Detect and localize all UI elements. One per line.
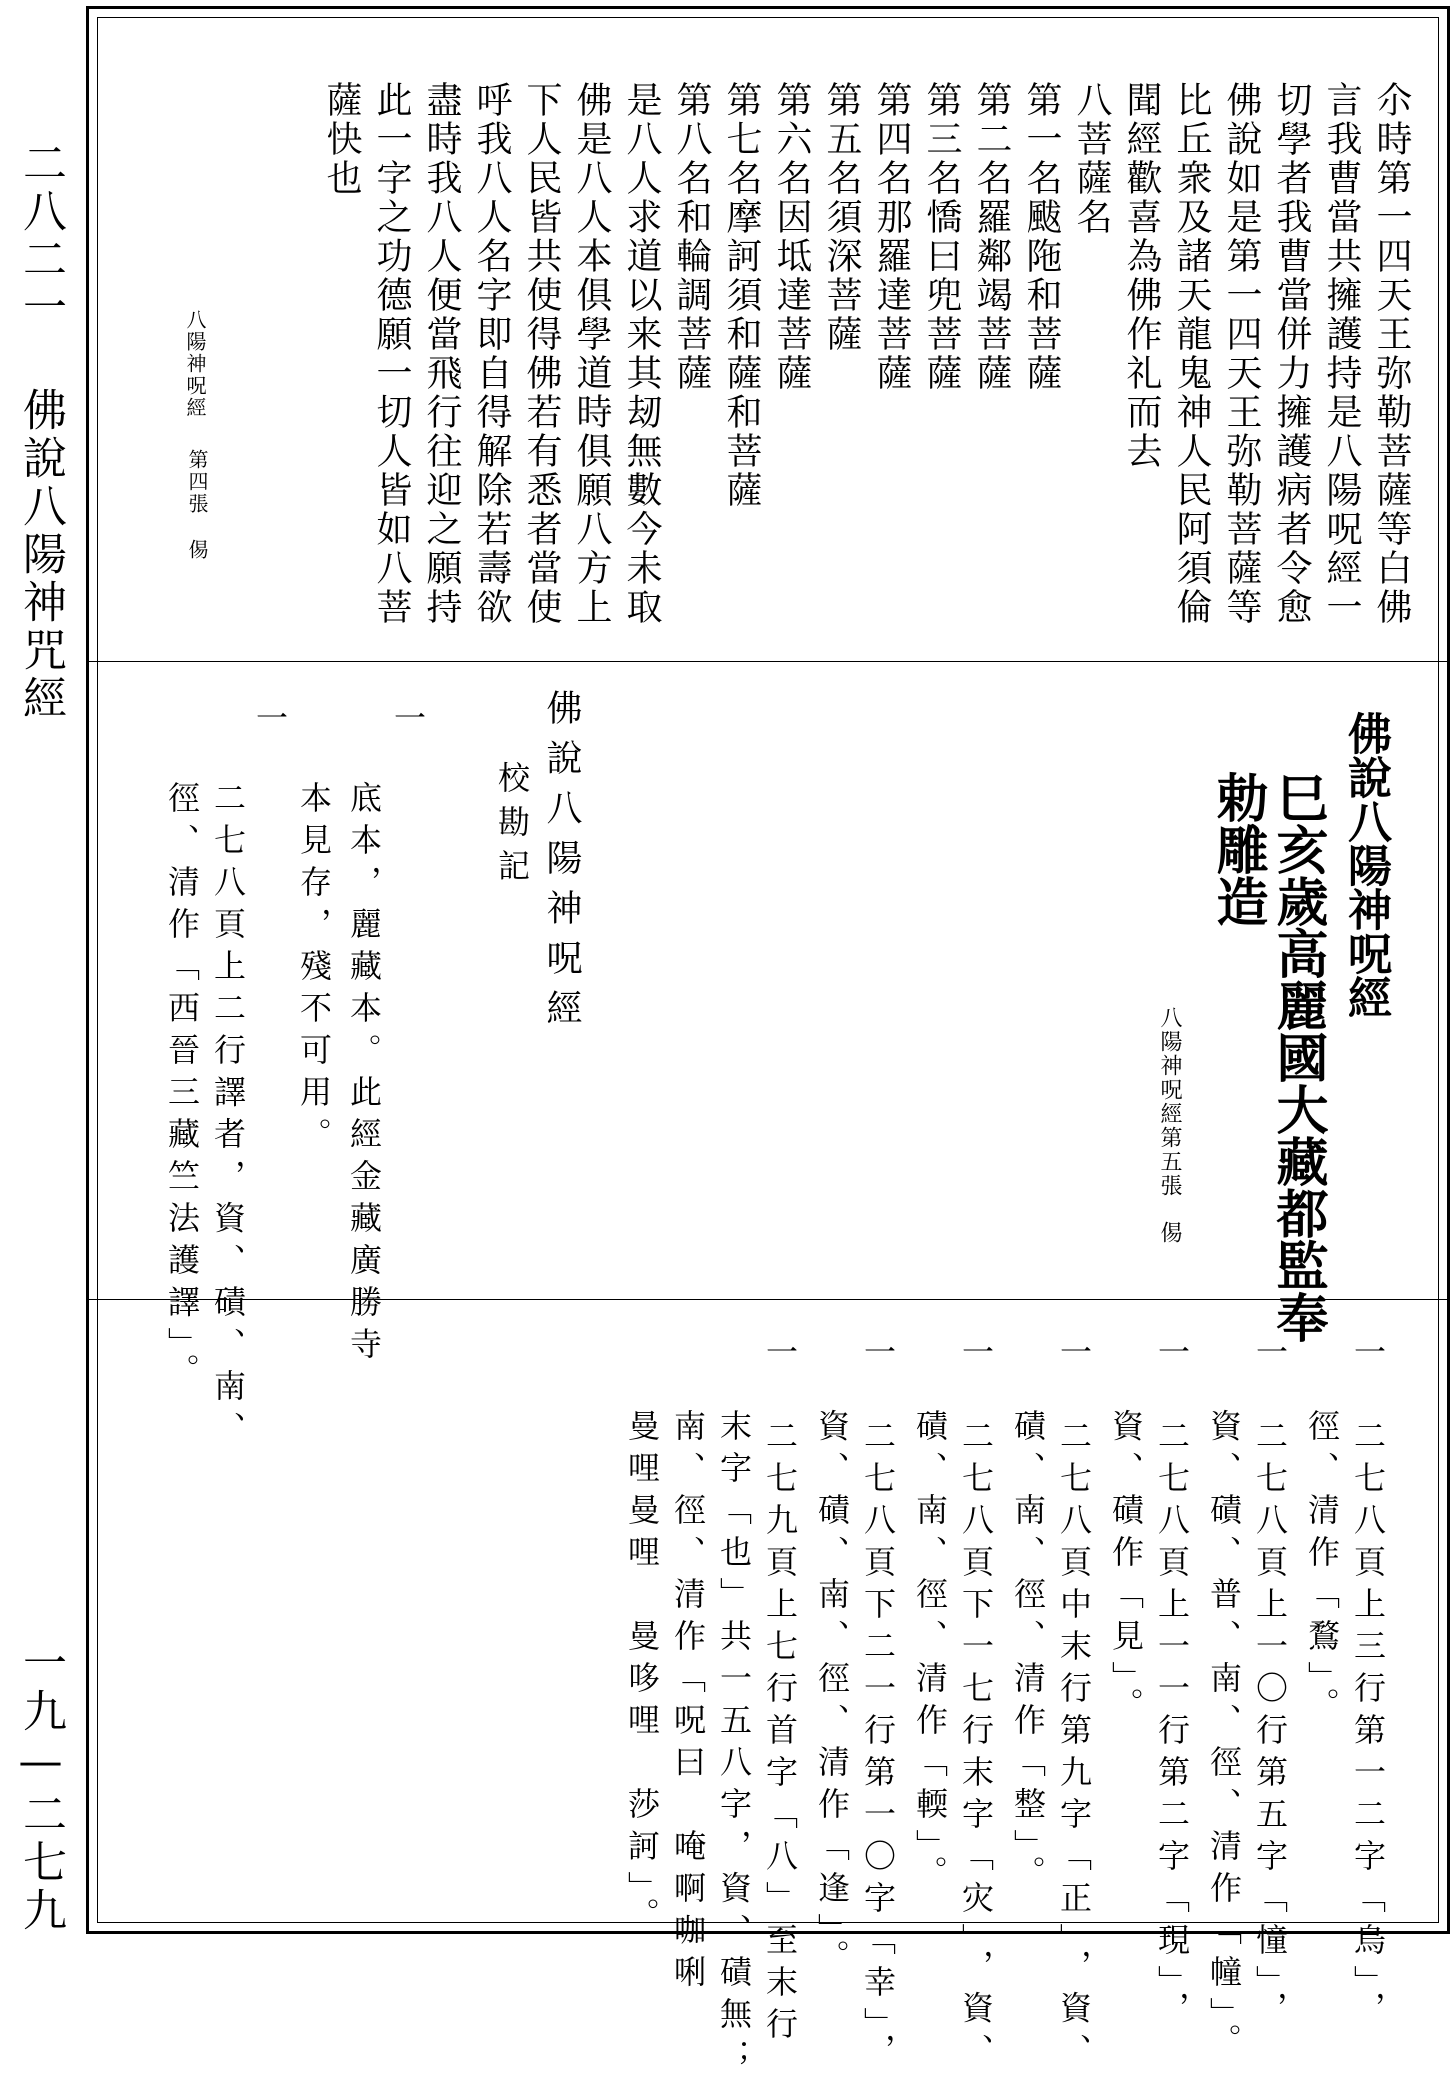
stamp-title: 八陽神呪經 bbox=[1157, 1006, 1182, 1126]
left-margin-top-caption: 二八二一 佛說八陽神咒經 bbox=[15, 140, 66, 723]
collation-item1-line1: 底本，麗藏本。此經金藏廣勝寺 bbox=[345, 781, 383, 1369]
sutra-columns bbox=[89, 81, 1412, 661]
collation-entry-line: 二七九頁上七行首字「八」至末行 bbox=[761, 1419, 799, 2049]
sheet-label-mark: 㑥 bbox=[185, 539, 209, 561]
sheet-label-title: 八陽神呪經 bbox=[183, 309, 207, 419]
collation-notes-panel bbox=[89, 1299, 1447, 2081]
sutra-column: 尒時第一四天王弥勒菩薩等白佛 bbox=[1371, 81, 1412, 627]
sutra-column: 第三名憍曰兜菩薩 bbox=[921, 81, 962, 393]
sutra-column: 是八人求道以来其刼無數今未取 bbox=[621, 81, 662, 627]
sutra-column: 下人民皆共使得佛若有悉者當使 bbox=[521, 81, 562, 627]
collation-entry-line: 二七八頁上一一行第二字「現」， bbox=[1153, 1419, 1191, 2033]
sutra-column: 呼我八人名字即自得解除若壽欲 bbox=[471, 81, 512, 627]
sutra-column: 切學者我曹當併力擁護病者令愈 bbox=[1271, 81, 1312, 627]
sheet-label-number: 第四張 bbox=[185, 449, 209, 515]
collation-item2-line2: 徑、清作「西晉三藏竺法護譯」。 bbox=[163, 781, 201, 1395]
sutra-column: 言我曹當共擁護持是八陽呪經一 bbox=[1321, 81, 1362, 627]
sutra-column: 聞經歡喜為佛作礼而去 bbox=[1121, 81, 1162, 471]
colophon-panel bbox=[89, 661, 1447, 1453]
collation-entry-dash: 一 bbox=[957, 1335, 995, 1367]
collation-entry-dash: 一 bbox=[1251, 1335, 1289, 1367]
sutra-column: 佛說如是第一四天王弥勒菩薩等 bbox=[1221, 81, 1262, 627]
collation-entry-line: 末字「也」共一五八字，資、磧無； bbox=[715, 1409, 753, 2081]
sutra-column: 第一名颰陁和菩薩 bbox=[1021, 81, 1062, 393]
collation-entry-line: 二七八頁上一〇行第五字「憧」， bbox=[1251, 1419, 1289, 2033]
collation-entry-dash: 一 bbox=[1349, 1335, 1387, 1367]
collation-entry-line: 南、徑、清作「呪曰 唵啊咖唎 bbox=[669, 1409, 707, 1997]
stamp-sheet: 第五張 bbox=[1157, 1126, 1182, 1198]
sutra-column: 第八名和輪調菩薩 bbox=[671, 81, 712, 393]
sutra-column: 此一字之功德願一切人皆如八菩 bbox=[371, 81, 412, 627]
collation-entry-line: 曼哩曼哩 曼哆哩 莎訶」。 bbox=[623, 1409, 661, 1939]
sutra-column: 第四名那羅達菩薩 bbox=[871, 81, 912, 393]
sutra-column: 第二名羅鄰竭菩薩 bbox=[971, 81, 1012, 393]
collation-entry-dash: 一 bbox=[1153, 1335, 1191, 1367]
colophon-title: 佛說八陽神呪經 bbox=[1340, 711, 1391, 1019]
sutra-column: 薩快也 bbox=[321, 81, 362, 198]
collation-entry-line: 資、磧、南、徑、清作「逢」。 bbox=[813, 1409, 851, 1981]
sutra-column: 第六名因坻達菩薩 bbox=[771, 81, 812, 393]
collation-title: 佛說八陽神呪經 bbox=[541, 689, 582, 1039]
collation-item1-dash: 一 bbox=[389, 701, 427, 743]
left-margin-bottom-caption: 一九—二七九 bbox=[15, 1640, 66, 1935]
collation-entry-dash: 一 bbox=[859, 1335, 897, 1367]
collation-entry-line: 磧、南、徑、清作「整」。 bbox=[1009, 1409, 1047, 1897]
collation-entry-line: 資、磧、普、南、徑、清作「幢」。 bbox=[1205, 1409, 1243, 2065]
collation-item2-line1: 二七八頁上二行譯者，資、磧、南、 bbox=[209, 781, 247, 1453]
collation-entry-line: 磧、南、徑、清作「輭」。 bbox=[911, 1409, 949, 1897]
sutra-column: 第五名須深菩薩 bbox=[821, 81, 862, 354]
collation-entry-dash: 一 bbox=[1055, 1335, 1093, 1367]
sutra-text-panel bbox=[89, 9, 1447, 661]
collation-entry-line: 二七八頁中末行第九字「正」，資、 bbox=[1055, 1419, 1093, 2075]
page-frame bbox=[86, 6, 1450, 2081]
stamp-mark: 㑥 bbox=[1157, 1221, 1182, 1245]
colophon-carving-line1: 巳亥歲高麗國大藏都監奉 bbox=[1267, 771, 1328, 1343]
collation-entry-line: 二七八頁下二一行第一〇字「幸」， bbox=[859, 1419, 897, 2075]
collation-entry-line: 資、磧作「見」。 bbox=[1107, 1409, 1145, 1729]
collation-entry-line: 二七八頁上三行第一二字「烏」， bbox=[1349, 1419, 1387, 2033]
sutra-column: 八菩薩名 bbox=[1071, 81, 1112, 237]
collation-entry-line: 徑、清作「鶩」。 bbox=[1303, 1409, 1341, 1729]
sutra-column: 比丘衆及諸天龍鬼神人民阿須倫 bbox=[1171, 81, 1212, 627]
collation-item1-line2: 本見存，殘不可用。 bbox=[295, 781, 333, 1159]
sutra-column: 盡時我八人便當飛行往迎之願持 bbox=[421, 81, 462, 627]
sutra-column: 第七名摩訶須和薩和菩薩 bbox=[721, 81, 762, 510]
collation-item2-dash: 一 bbox=[251, 701, 289, 743]
collation-entry-dash: 一 bbox=[761, 1335, 799, 1367]
collation-subtitle: 校勘記 bbox=[493, 761, 531, 893]
colophon-carving-line2: 勅雕造 bbox=[1207, 771, 1268, 927]
sutra-column: 佛是八人本俱學道時俱願八方上 bbox=[571, 81, 612, 627]
collation-entry-line: 二七八頁下一七行末字「灾」，資、 bbox=[957, 1419, 995, 2075]
